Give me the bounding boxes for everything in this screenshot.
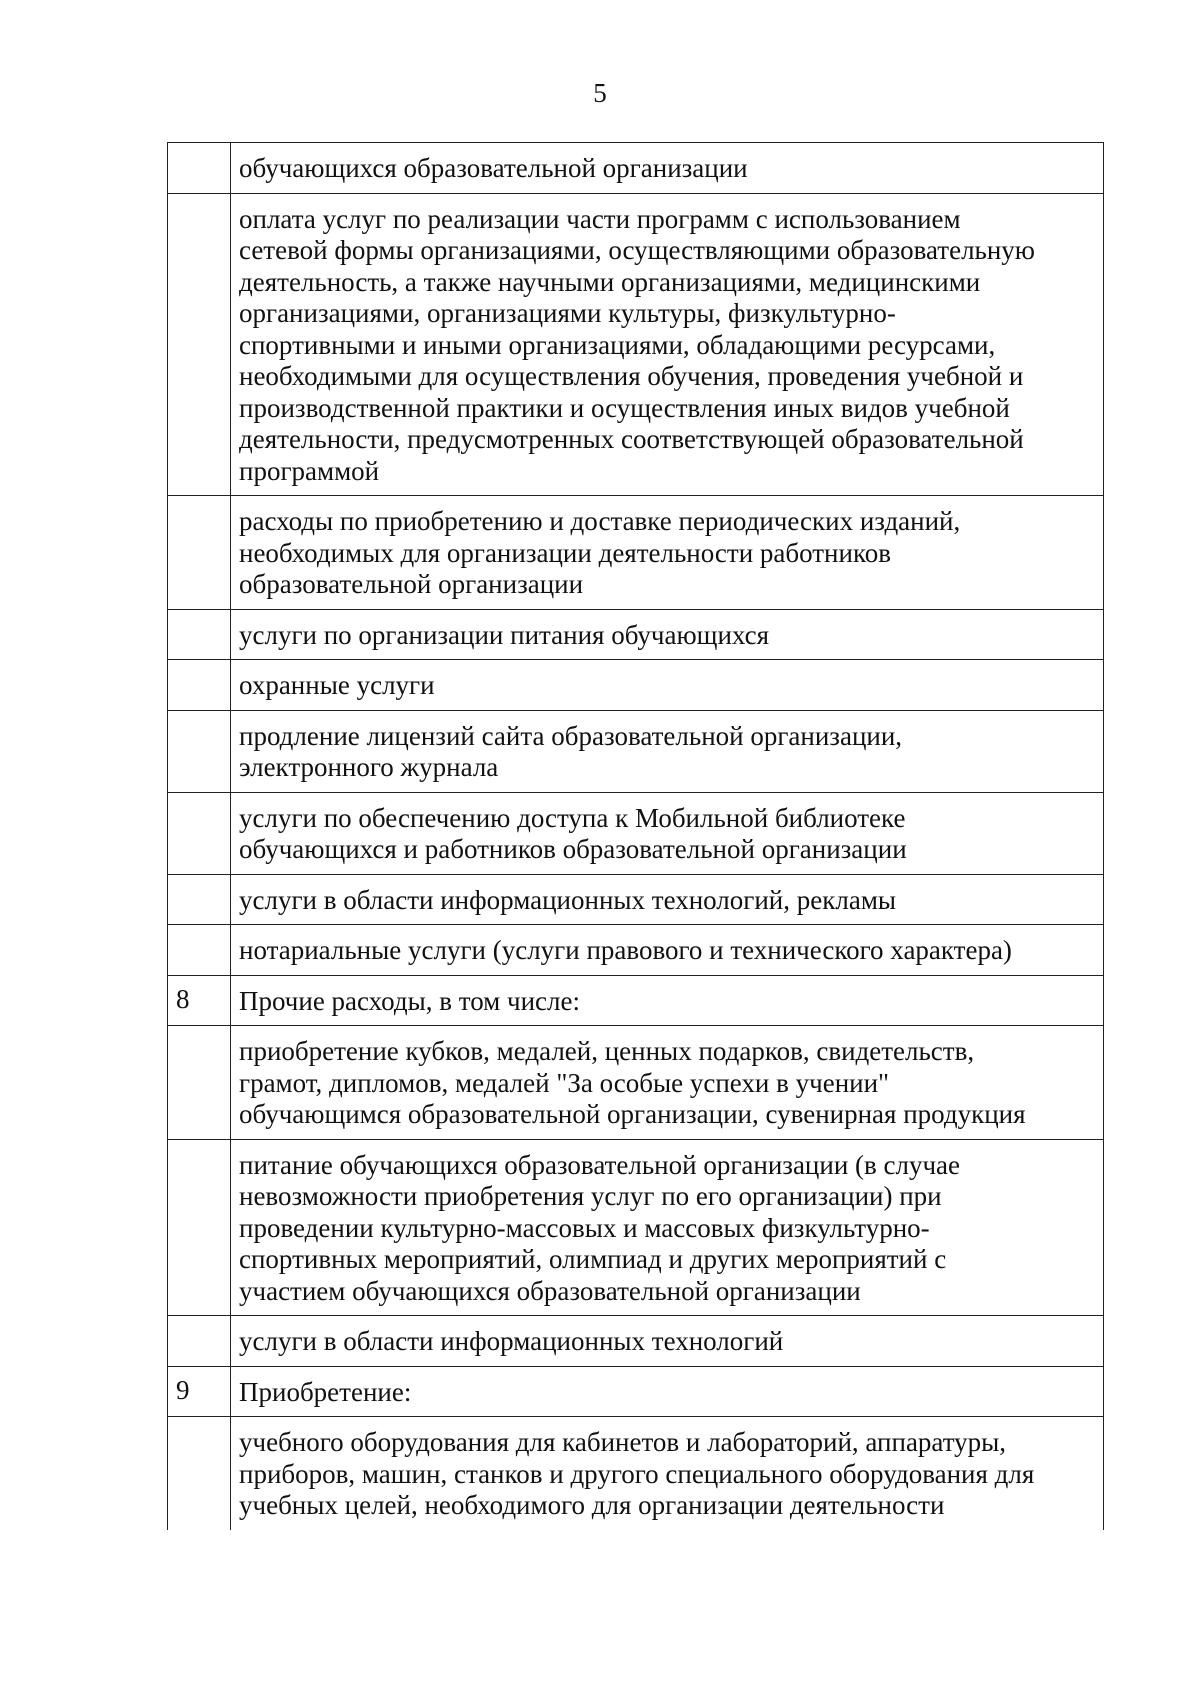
table-row <box>168 1316 1103 1367</box>
row-number: 8 <box>168 976 231 1026</box>
row-text: услуги в области информационных технологий, рекламы <box>239 884 897 915</box>
table-row <box>168 976 1103 1027</box>
row-number: 9 <box>168 1367 231 1417</box>
table-row <box>168 875 1103 926</box>
table-row <box>168 194 1103 497</box>
row-number <box>168 610 231 660</box>
table-row <box>168 925 1103 976</box>
table-row <box>168 1026 1103 1140</box>
page-number: 5 <box>593 78 607 108</box>
row-number <box>168 1140 231 1316</box>
row-number <box>168 875 231 925</box>
row-text: оплата услуг по реализации части программ с использованием сетевой формы организациями, осуществляющими образовательную деятельность, а также научными организациями, медицинскими организациями, организациями культуры, физкультурно- спортивными и иными организациями, обладающими ресурсами, необходимыми для осуществления обучения, проведения учебной и производственной практики и осуществления иных видов учебной деятельности, предусмотренных соответствующей образовательной программой <box>239 203 1035 486</box>
row-text: продление лицензий сайта образовательной организации, электронного журнала <box>239 720 903 782</box>
row-text: услуги в области информационных технологий <box>239 1326 784 1356</box>
row-text: услуги по организации питания обучающихся <box>239 619 770 650</box>
row-number <box>168 660 231 710</box>
table-row <box>168 496 1103 610</box>
expense-table <box>167 142 1104 1530</box>
row-number <box>168 1417 231 1530</box>
table-row <box>168 660 1103 711</box>
table-row <box>168 143 1103 194</box>
row-text: охранные услуги <box>239 670 435 700</box>
row-text: питание обучающихся образовательной организации (в случае невозможности приобретения услуг по его организации) при проведении культурно-массовых и массовых физкультурно- спортивных мероприятий, олимпиад и других мероприятий с участием обучающихся образовательной организации <box>239 1149 961 1306</box>
table-row <box>168 1140 1103 1317</box>
row-number <box>168 194 231 496</box>
row-text: Прочие расходы, в том числе: <box>239 985 580 1016</box>
row-text: расходы по приобретению и доставке периодических изданий, необходимых для организации деятельности работников образовательной организации <box>239 506 961 599</box>
row-number <box>168 711 231 792</box>
table-row <box>168 711 1103 793</box>
table-row <box>168 1367 1103 1418</box>
row-text: приобретение кубков, медалей, ценных подарков, свидетельств, грамот, дипломов, медалей "За особые успехи в учении" обучающимся образовательной организации, сувенирная продукция <box>239 1036 1026 1129</box>
table-row <box>168 610 1103 661</box>
row-text: нотариальные услуги (услуги правового и технического характера) <box>239 935 1012 965</box>
row-number <box>168 143 231 193</box>
row-text: обучающихся образовательной организации <box>239 153 748 183</box>
table-row <box>168 793 1103 875</box>
row-text: услуги по обеспечению доступа к Мобильной библиотеке обучающихся и работников образовательной организации <box>239 802 907 864</box>
row-number <box>168 1316 231 1366</box>
row-text: учебного оборудования для кабинетов и лабораторий, аппаратуры, приборов, машин, станков и другого специального оборудования для учебных целей, необходимого для организации деятельности <box>239 1427 1035 1520</box>
row-text: Приобретение: <box>239 1376 412 1407</box>
row-number <box>168 925 231 975</box>
table-row <box>168 1417 1103 1530</box>
row-number <box>168 793 231 874</box>
row-number <box>168 1026 231 1139</box>
row-number <box>168 496 231 609</box>
